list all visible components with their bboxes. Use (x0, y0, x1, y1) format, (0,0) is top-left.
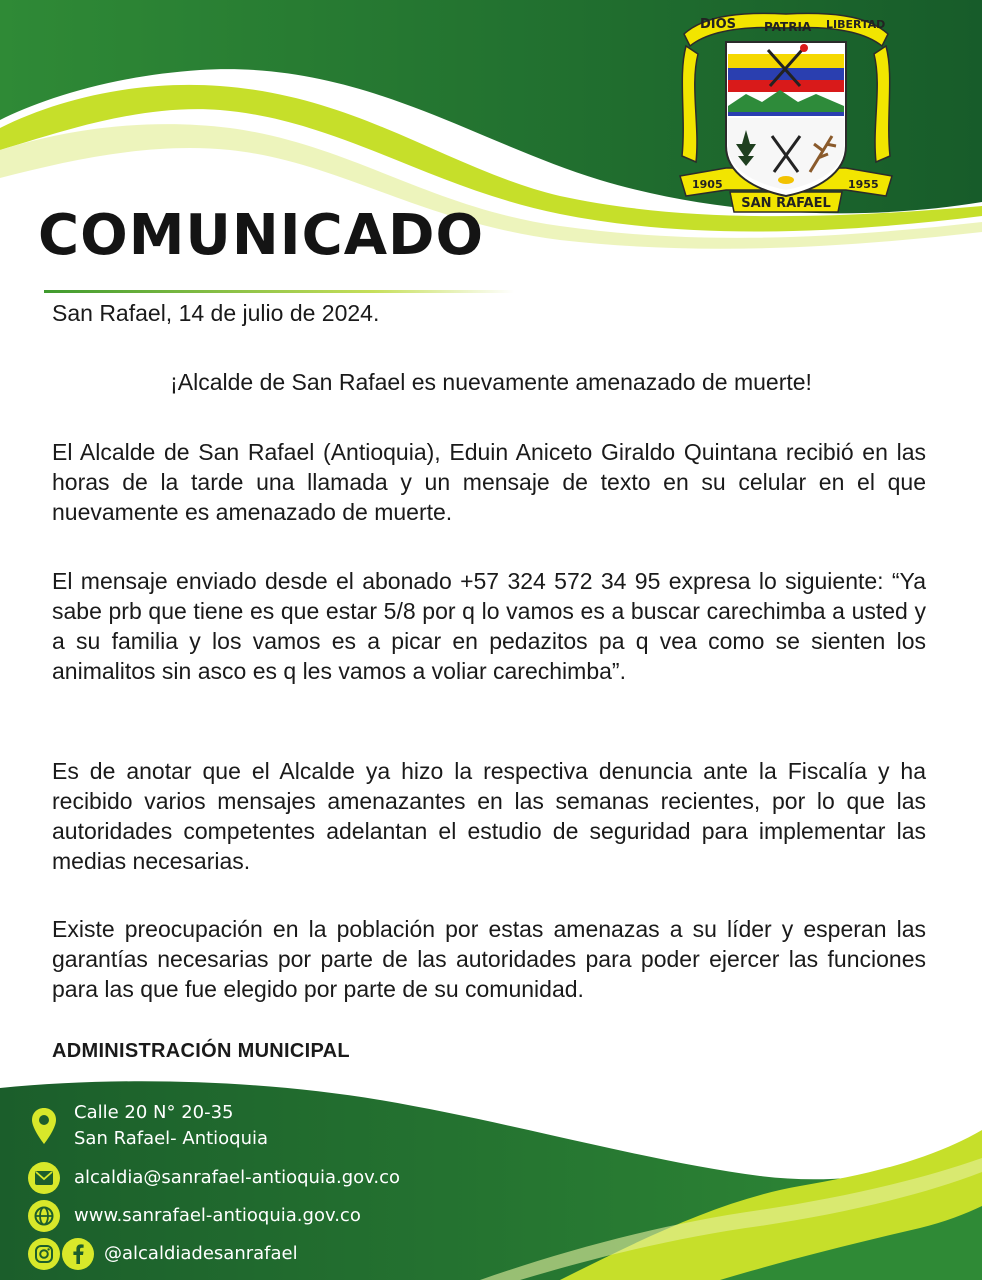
website-link[interactable]: www.sanrafael-antioquia.gov.co (74, 1205, 361, 1226)
globe-icon (28, 1200, 60, 1232)
logo-motto-left: DIOS (700, 17, 737, 32)
contact-social[interactable] (28, 1238, 298, 1270)
coat-of-arms-logo (676, 6, 896, 218)
title-underline (44, 290, 514, 293)
logo-year-left: 1905 (692, 178, 723, 191)
email-icon (28, 1162, 60, 1194)
paragraph-intro: El Alcalde de San Rafael (Antioquia), Eduin Aniceto Giraldo Quintana recibió en las horas de la tarde una llamada y un mensaje de texto en su celular en el que nuevamente es amenazado de muerte. (52, 439, 926, 525)
logo-motto-center: PATRIA (764, 20, 812, 34)
logo-name: SAN RAFAEL (741, 196, 831, 211)
paragraph-concern: Existe preocupación en la población por estas amenazas a su líder y esperan las garantías necesarias por parte de las autoridades para poder ejercer las funciones para las que fue elegido por parte de su comunidad. (52, 916, 926, 1002)
email-link[interactable]: alcaldia@sanrafael-antioquia.gov.co (74, 1167, 401, 1188)
date-line: San Rafael, 14 de julio de 2024. (52, 300, 380, 326)
facebook-icon[interactable] (62, 1238, 94, 1270)
contact-email[interactable] (28, 1162, 400, 1194)
paragraph-complaint: Es de anotar que el Alcalde ya hizo la respectiva denuncia ante la Fiscalía y ha recibido varios mensajes amenazantes en las semanas recientes, por lo que las autoridades competentes adelantan el estudio de seguridad para implementar las medias necesarias. (52, 758, 926, 874)
page-title: COMUNICADO (38, 203, 485, 268)
paragraph-message: El mensaje enviado desde el abonado +57 324 572 34 95 expresa lo siguiente: “Ya sabe prb que tiene es que estar 5/8 por q lo vamos es a buscar carechimba a usted y a su familia y los vamos es a picar en pedazitos pa q vea como se sienten los animalitos sin asco es q les vamos a voliar carechimba”. (52, 568, 926, 684)
social-handle[interactable]: @alcaldiadesanrafael (104, 1243, 298, 1264)
contact-website[interactable] (28, 1200, 361, 1232)
address-line-2: San Rafael- Antioquia (74, 1128, 269, 1149)
contact-address (28, 1100, 268, 1152)
instagram-icon[interactable] (28, 1238, 60, 1270)
logo-motto-right: LIBERTAD (826, 18, 886, 31)
address-line-1: Calle 20 N° 20-35 (74, 1102, 234, 1123)
headline: ¡Alcalde de San Rafael es nuevamente amenazado de muerte! (170, 369, 812, 395)
logo-year-right: 1955 (848, 178, 879, 191)
location-pin-icon (28, 1108, 60, 1144)
signature: ADMINISTRACIÓN MUNICIPAL (52, 1040, 350, 1062)
